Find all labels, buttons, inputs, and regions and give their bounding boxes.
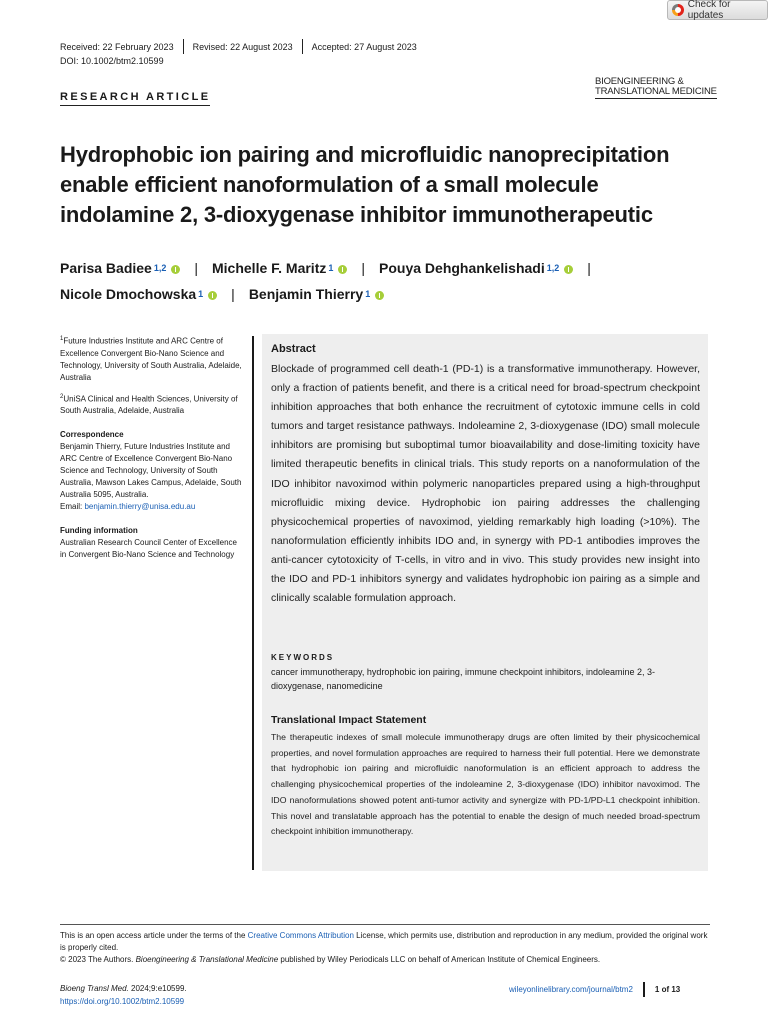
author-separator: |	[361, 260, 366, 276]
check-for-updates-label: Check for updates	[687, 0, 731, 21]
accepted-date: Accepted: 27 August 2023	[311, 41, 417, 52]
footer-right	[509, 982, 680, 997]
impact-text: The therapeutic indexes of small molecule immunotherapy drugs are often limited by their physicochemical properties, and novel formulation approaches are required to harness their full potential. Here we demonstrate that hydrophobic ion pairing and microfluidic nanoformulation is an efficient approach to address the challenging physicochemical properties of the indoleamine 2, 3-dioxygenase (IDO) inhibitor navoximod. The IDO nanoformulations showed potent anti-tumor activity and synergize with PD-1/PD-L1 checkpoint inhibition. This novel and translatable approach has the potential to enable the design of much needed broad-spectrum checkpoint inhibition immunotherapy.	[271, 732, 700, 837]
author-name[interactable]: Parisa Badiee	[60, 260, 152, 276]
divider	[183, 39, 184, 54]
author-separator: |	[231, 286, 235, 302]
author-affiliation[interactable]: 1	[365, 289, 371, 299]
journal-site-link[interactable]: wileyonlinelibrary.com/journal/btm2	[509, 985, 633, 994]
abstract-text: Blockade of programmed cell death-1 (PD-1) is a transformative immunotherapy. However, only a fraction of patients benefit, and there is a critical need for broad-spectrum checkpoint inhibition approaches that both enhance the recruitment of cytotoxic immune cells in cold tumors and target resistance pathways. Indoleamine 2, 3-dioxygenase (IDO) small molecule inhibitors are promising but suboptimal tumor bioavailability and dose-limiting toxicity have limited therapeutic benefits in clinical trials. This study reports on a nanoformulation of the IDO inhibitor navoximod within polymeric nanoparticles prepared using a high-throughput microfluidic mixing device. Hydrophobic ion pairing addresses the challenging physicochemical properties of navoximod, yielding remarkably high loading (>10%). The nanoformulation efficiently inhibits IDO and, in synergy with PD-1 antibodies improves the anti-cancer cytotoxicity of T-cells, in vitro and in vivo. This study provides new insight into the IDO and PD-1 inhibitors synergy and validates hydrophobic ion pairing as a simple and clinically scalable formulation approach.	[271, 363, 700, 605]
author-affiliation[interactable]: 1	[328, 263, 334, 273]
author-separator: |	[194, 260, 198, 276]
column-rule	[252, 336, 254, 870]
journal-logo	[595, 77, 717, 99]
author-affiliation[interactable]: 1,2	[153, 263, 167, 273]
author-name[interactable]: Benjamin Thierry	[248, 286, 364, 302]
citation-journal: Bioeng Transl Med.	[60, 984, 129, 993]
abstract-heading: Abstract	[271, 343, 316, 355]
correspondence-text: Benjamin Thierry, Future Industries Institute and ARC Centre of Excellence Convergent Bio-Nano Science and Technology, University of South Australia, Mawson Lakes Campus, Adelaide, South Australia 5095, Australia. Email: benjamin.thierry@unisa.edu.au	[60, 442, 242, 512]
footnote-rule	[60, 924, 710, 925]
keywords-text: cancer immunotherapy, hydrophobic ion pairing, immune checkpoint inhibitors, indoleamine 2, 3-dioxygenase, nanomedicine	[271, 667, 656, 691]
divider	[643, 982, 645, 997]
doi-text: DOI: 10.1002/btm2.10599	[60, 56, 164, 66]
author-name[interactable]: Nicole Dmochowska	[60, 286, 197, 302]
received-date: Received: 22 February 2023	[60, 41, 174, 52]
check-for-updates-button[interactable]	[667, 0, 768, 20]
author-list	[60, 255, 605, 307]
author-affiliation[interactable]: 1	[198, 289, 204, 299]
doi-link[interactable]: https://doi.org/10.1002/btm2.10599	[60, 997, 185, 1006]
article-dates	[60, 39, 426, 54]
funding-text: Australian Research Council Center of Excellence in Convergent Bio-Nano Science and Technology	[60, 538, 237, 560]
affiliation-1: $^1$Future Industries Institute and ARC Centre of Excellence Convergent Bio-Nano Science and Technology, University of South Australia, Adelaide, Australia	[60, 336, 242, 382]
citation: Bioeng Transl Med. 2024;9:e10599. https://doi.org/10.1002/btm2.10599	[60, 984, 187, 1006]
correspondence-heading: Correspondence	[60, 430, 124, 440]
email-link[interactable]: benjamin.thierry@unisa.edu.au	[84, 502, 196, 512]
affiliations-column	[60, 333, 245, 568]
orcid-icon[interactable]	[171, 265, 180, 274]
orcid-icon[interactable]	[375, 291, 384, 300]
orcid-icon[interactable]	[564, 265, 573, 274]
author-name[interactable]: Michelle F. Maritz	[212, 260, 327, 276]
author-separator: |	[587, 260, 591, 276]
impact-heading: Translational Impact Statement	[271, 714, 427, 726]
journal-logo-line2: TRANSLATIONAL MEDICINE	[595, 86, 717, 97]
author-affiliation[interactable]: 1,2	[546, 263, 560, 273]
page-number: 1 of 13	[654, 985, 681, 994]
author-name[interactable]: Pouya Dehghankelishadi	[379, 260, 545, 276]
affiliation-2: $^2$UniSA Clinical and Health Sciences, University of South Australia, Adelaide, Australia	[60, 393, 238, 416]
crossmark-icon	[672, 4, 684, 16]
license-note: This is an open access article under the terms of the Creative Commons Attribution License, which permits use, distribution and reproduction in any medium, provided the original work is properly cited. © 2023 The Authors. Bioengineering & Translational Medicine published by Wiley Periodicals LLC on behalf of American Institute of Chemical Engineers.	[60, 931, 708, 964]
article-title: Hydrophobic ion pairing and microfluidic nanoprecipitation enable efficient nanoformulation of a small molecule indolamine 2, 3-dioxygenase inhibitor immunotherapeutic	[60, 142, 670, 227]
funding-heading: Funding information	[60, 526, 138, 536]
divider	[302, 39, 303, 54]
orcid-icon[interactable]	[338, 265, 347, 274]
orcid-icon[interactable]	[208, 291, 217, 300]
keywords-heading: KEYWORDS	[271, 653, 335, 662]
license-link[interactable]: Creative Commons Attribution	[247, 931, 354, 940]
revised-date: Revised: 22 August 2023	[192, 41, 293, 52]
section-label: RESEARCH ARTICLE	[60, 91, 210, 106]
journal-logo-line1: BIOENGINEERING &	[595, 76, 684, 87]
